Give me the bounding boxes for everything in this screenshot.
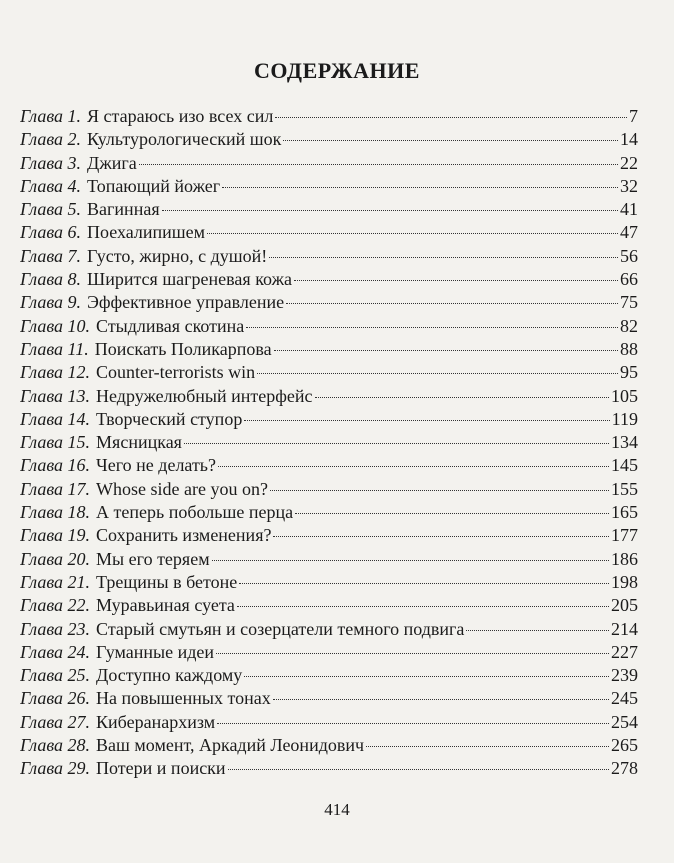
- toc-entry: [20, 665, 638, 688]
- chapter-page-number: 22: [620, 152, 638, 173]
- chapter-title: Чего не делать?: [96, 455, 217, 476]
- dot-leader: [217, 723, 609, 724]
- chapter-page-number: 227: [611, 641, 638, 662]
- chapter-number: Глава 23.: [20, 618, 91, 639]
- chapter-title: Джига: [87, 152, 137, 173]
- chapter-number: Глава 14.: [20, 408, 91, 429]
- chapter-page-number: 145: [611, 455, 638, 476]
- toc-entry: [20, 758, 638, 781]
- toc-entry: [20, 409, 638, 432]
- chapter-title: Whose side are you on?: [96, 478, 268, 499]
- dot-leader: [257, 373, 618, 374]
- chapter-title: Поискать Поликарпова: [94, 338, 272, 359]
- chapter-page-number: 214: [611, 618, 638, 639]
- chapter-title: Стыдливая скотина: [96, 315, 245, 336]
- chapter-page-number: 177: [611, 525, 638, 546]
- chapter-number: Глава 28.: [20, 735, 91, 756]
- dot-leader: [366, 746, 609, 747]
- chapter-number: Глава 21.: [20, 571, 91, 592]
- toc-entry: [20, 129, 638, 152]
- chapter-title: Муравьиная суета: [96, 595, 235, 616]
- chapter-page-number: 82: [620, 315, 638, 336]
- chapter-title: Старый смутьян и созерцатели темного подвига: [96, 618, 465, 639]
- chapter-number: Глава 7.: [20, 245, 82, 266]
- dot-leader: [228, 769, 609, 770]
- dot-leader: [244, 420, 609, 421]
- chapter-number: Глава 11.: [20, 338, 89, 359]
- toc-entry: [20, 595, 638, 618]
- chapter-number: Глава 12.: [20, 362, 91, 383]
- dot-leader: [275, 117, 627, 118]
- dot-leader: [162, 210, 618, 211]
- dot-leader: [244, 676, 609, 677]
- chapter-page-number: 165: [611, 502, 638, 523]
- chapter-number: Глава 20.: [20, 548, 91, 569]
- chapter-page-number: 66: [620, 269, 638, 290]
- chapter-title: А теперь побольше перца: [96, 502, 294, 523]
- dot-leader: [315, 397, 609, 398]
- toc-entry: [20, 502, 638, 525]
- chapter-number: Глава 4.: [20, 175, 82, 196]
- chapter-number: Глава 10.: [20, 315, 91, 336]
- chapter-number: Глава 9.: [20, 292, 82, 313]
- page-title: СОДЕРЖАНИЕ: [254, 58, 420, 83]
- chapter-number: Глава 2.: [20, 129, 82, 150]
- dot-leader: [237, 606, 609, 607]
- chapter-number: Глава 8.: [20, 269, 82, 290]
- chapter-title: Топающий йожег: [87, 175, 221, 196]
- chapter-title: Counter-terrorists win: [96, 362, 256, 383]
- dot-leader: [218, 466, 609, 467]
- toc-entry: [20, 525, 638, 548]
- dot-leader: [270, 490, 609, 491]
- chapter-number: Глава 22.: [20, 595, 91, 616]
- chapter-title: Густо, жирно, с душой!: [87, 245, 268, 266]
- table-of-contents: [20, 106, 638, 782]
- toc-entry: [20, 153, 638, 176]
- chapter-title: Трещины в бетоне: [96, 571, 238, 592]
- dot-leader: [222, 187, 618, 188]
- chapter-page-number: 7: [629, 106, 638, 126]
- chapter-number: Глава 5.: [20, 199, 82, 220]
- chapter-title: На повышенных тонах: [96, 688, 271, 709]
- dot-leader: [212, 560, 609, 561]
- chapter-title: Потери и поиски: [96, 758, 226, 779]
- chapter-page-number: 198: [611, 571, 638, 592]
- chapter-page-number: 205: [611, 595, 638, 616]
- chapter-title: Вагинная: [87, 199, 160, 220]
- chapter-page-number: 254: [611, 711, 638, 732]
- toc-entry: [20, 106, 638, 129]
- chapter-page-number: 14: [620, 129, 638, 150]
- chapter-page-number: 47: [620, 222, 638, 243]
- chapter-page-number: 265: [611, 735, 638, 756]
- dot-leader: [184, 443, 609, 444]
- chapter-number: Глава 29.: [20, 758, 91, 779]
- toc-entry: [20, 386, 638, 409]
- chapter-title: Творческий ступор: [96, 408, 243, 429]
- chapter-number: Глава 13.: [20, 385, 91, 406]
- toc-entry: [20, 269, 638, 292]
- toc-entry: [20, 688, 638, 711]
- dot-leader: [269, 257, 618, 258]
- chapter-title: Доступно каждому: [96, 665, 243, 686]
- toc-entry: [20, 176, 638, 199]
- chapter-page-number: 119: [611, 408, 638, 429]
- chapter-number: Глава 27.: [20, 711, 91, 732]
- chapter-title: Мясницкая: [96, 432, 182, 453]
- toc-entry: [20, 362, 638, 385]
- chapter-number: Глава 19.: [20, 525, 91, 546]
- toc-entry: [20, 292, 638, 315]
- chapter-number: Глава 25.: [20, 665, 91, 686]
- chapter-page-number: 155: [611, 478, 638, 499]
- chapter-title: Культурологический шок: [87, 129, 282, 150]
- chapter-number: Глава 1.: [20, 106, 82, 126]
- dot-leader: [283, 140, 618, 141]
- toc-entry: [20, 712, 638, 735]
- dot-leader: [246, 327, 618, 328]
- dot-leader: [273, 699, 609, 700]
- dot-leader: [294, 280, 618, 281]
- page-number: 414: [324, 800, 350, 819]
- chapter-title: Ваш момент, Аркадий Леонидович: [96, 735, 365, 756]
- chapter-number: Глава 18.: [20, 502, 91, 523]
- dot-leader: [273, 536, 609, 537]
- chapter-page-number: 186: [611, 548, 638, 569]
- chapter-page-number: 245: [611, 688, 638, 709]
- toc-entry: [20, 199, 638, 222]
- toc-entry: [20, 642, 638, 665]
- toc-entry: [20, 316, 638, 339]
- toc-entry: [20, 455, 638, 478]
- dot-leader: [216, 653, 609, 654]
- chapter-title: Ширится шагреневая кожа: [87, 269, 293, 290]
- chapter-title: Киберанархизм: [96, 711, 216, 732]
- chapter-page-number: 278: [611, 758, 638, 779]
- dot-leader: [295, 513, 609, 514]
- chapter-page-number: 105: [611, 385, 638, 406]
- chapter-number: Глава 17.: [20, 478, 91, 499]
- chapter-page-number: 88: [620, 338, 638, 359]
- toc-entry: [20, 339, 638, 362]
- chapter-number: Глава 24.: [20, 641, 91, 662]
- dot-leader: [207, 233, 618, 234]
- toc-entry: [20, 222, 638, 245]
- chapter-number: Глава 15.: [20, 432, 91, 453]
- toc-entry: [20, 549, 638, 572]
- dot-leader: [239, 583, 609, 584]
- toc-entry: [20, 432, 638, 455]
- dot-leader: [139, 164, 618, 165]
- chapter-page-number: 56: [620, 245, 638, 266]
- toc-entry: [20, 619, 638, 642]
- chapter-page-number: 75: [620, 292, 638, 313]
- chapter-title: Я стараюсь изо всех сил: [87, 106, 274, 126]
- chapter-page-number: 95: [620, 362, 638, 383]
- chapter-title: Мы его теряем: [96, 548, 210, 569]
- dot-leader: [274, 350, 618, 351]
- chapter-number: Глава 26.: [20, 688, 91, 709]
- chapter-page-number: 134: [611, 432, 638, 453]
- chapter-title: Эффективное управление: [87, 292, 285, 313]
- dot-leader: [466, 630, 609, 631]
- chapter-number: Глава 3.: [20, 152, 82, 173]
- chapter-title: Недружелюбный интерфейс: [96, 385, 313, 406]
- toc-entry: [20, 735, 638, 758]
- dot-leader: [286, 303, 618, 304]
- chapter-title: Гуманные идеи: [96, 641, 215, 662]
- toc-entry: [20, 246, 638, 269]
- toc-entry: [20, 572, 638, 595]
- chapter-number: Глава 16.: [20, 455, 91, 476]
- chapter-title: Поехалипишем: [87, 222, 206, 243]
- toc-entry: [20, 479, 638, 502]
- chapter-page-number: 32: [620, 175, 638, 196]
- chapter-page-number: 239: [611, 665, 638, 686]
- chapter-page-number: 41: [620, 199, 638, 220]
- chapter-number: Глава 6.: [20, 222, 82, 243]
- chapter-title: Сохранить изменения?: [96, 525, 272, 546]
